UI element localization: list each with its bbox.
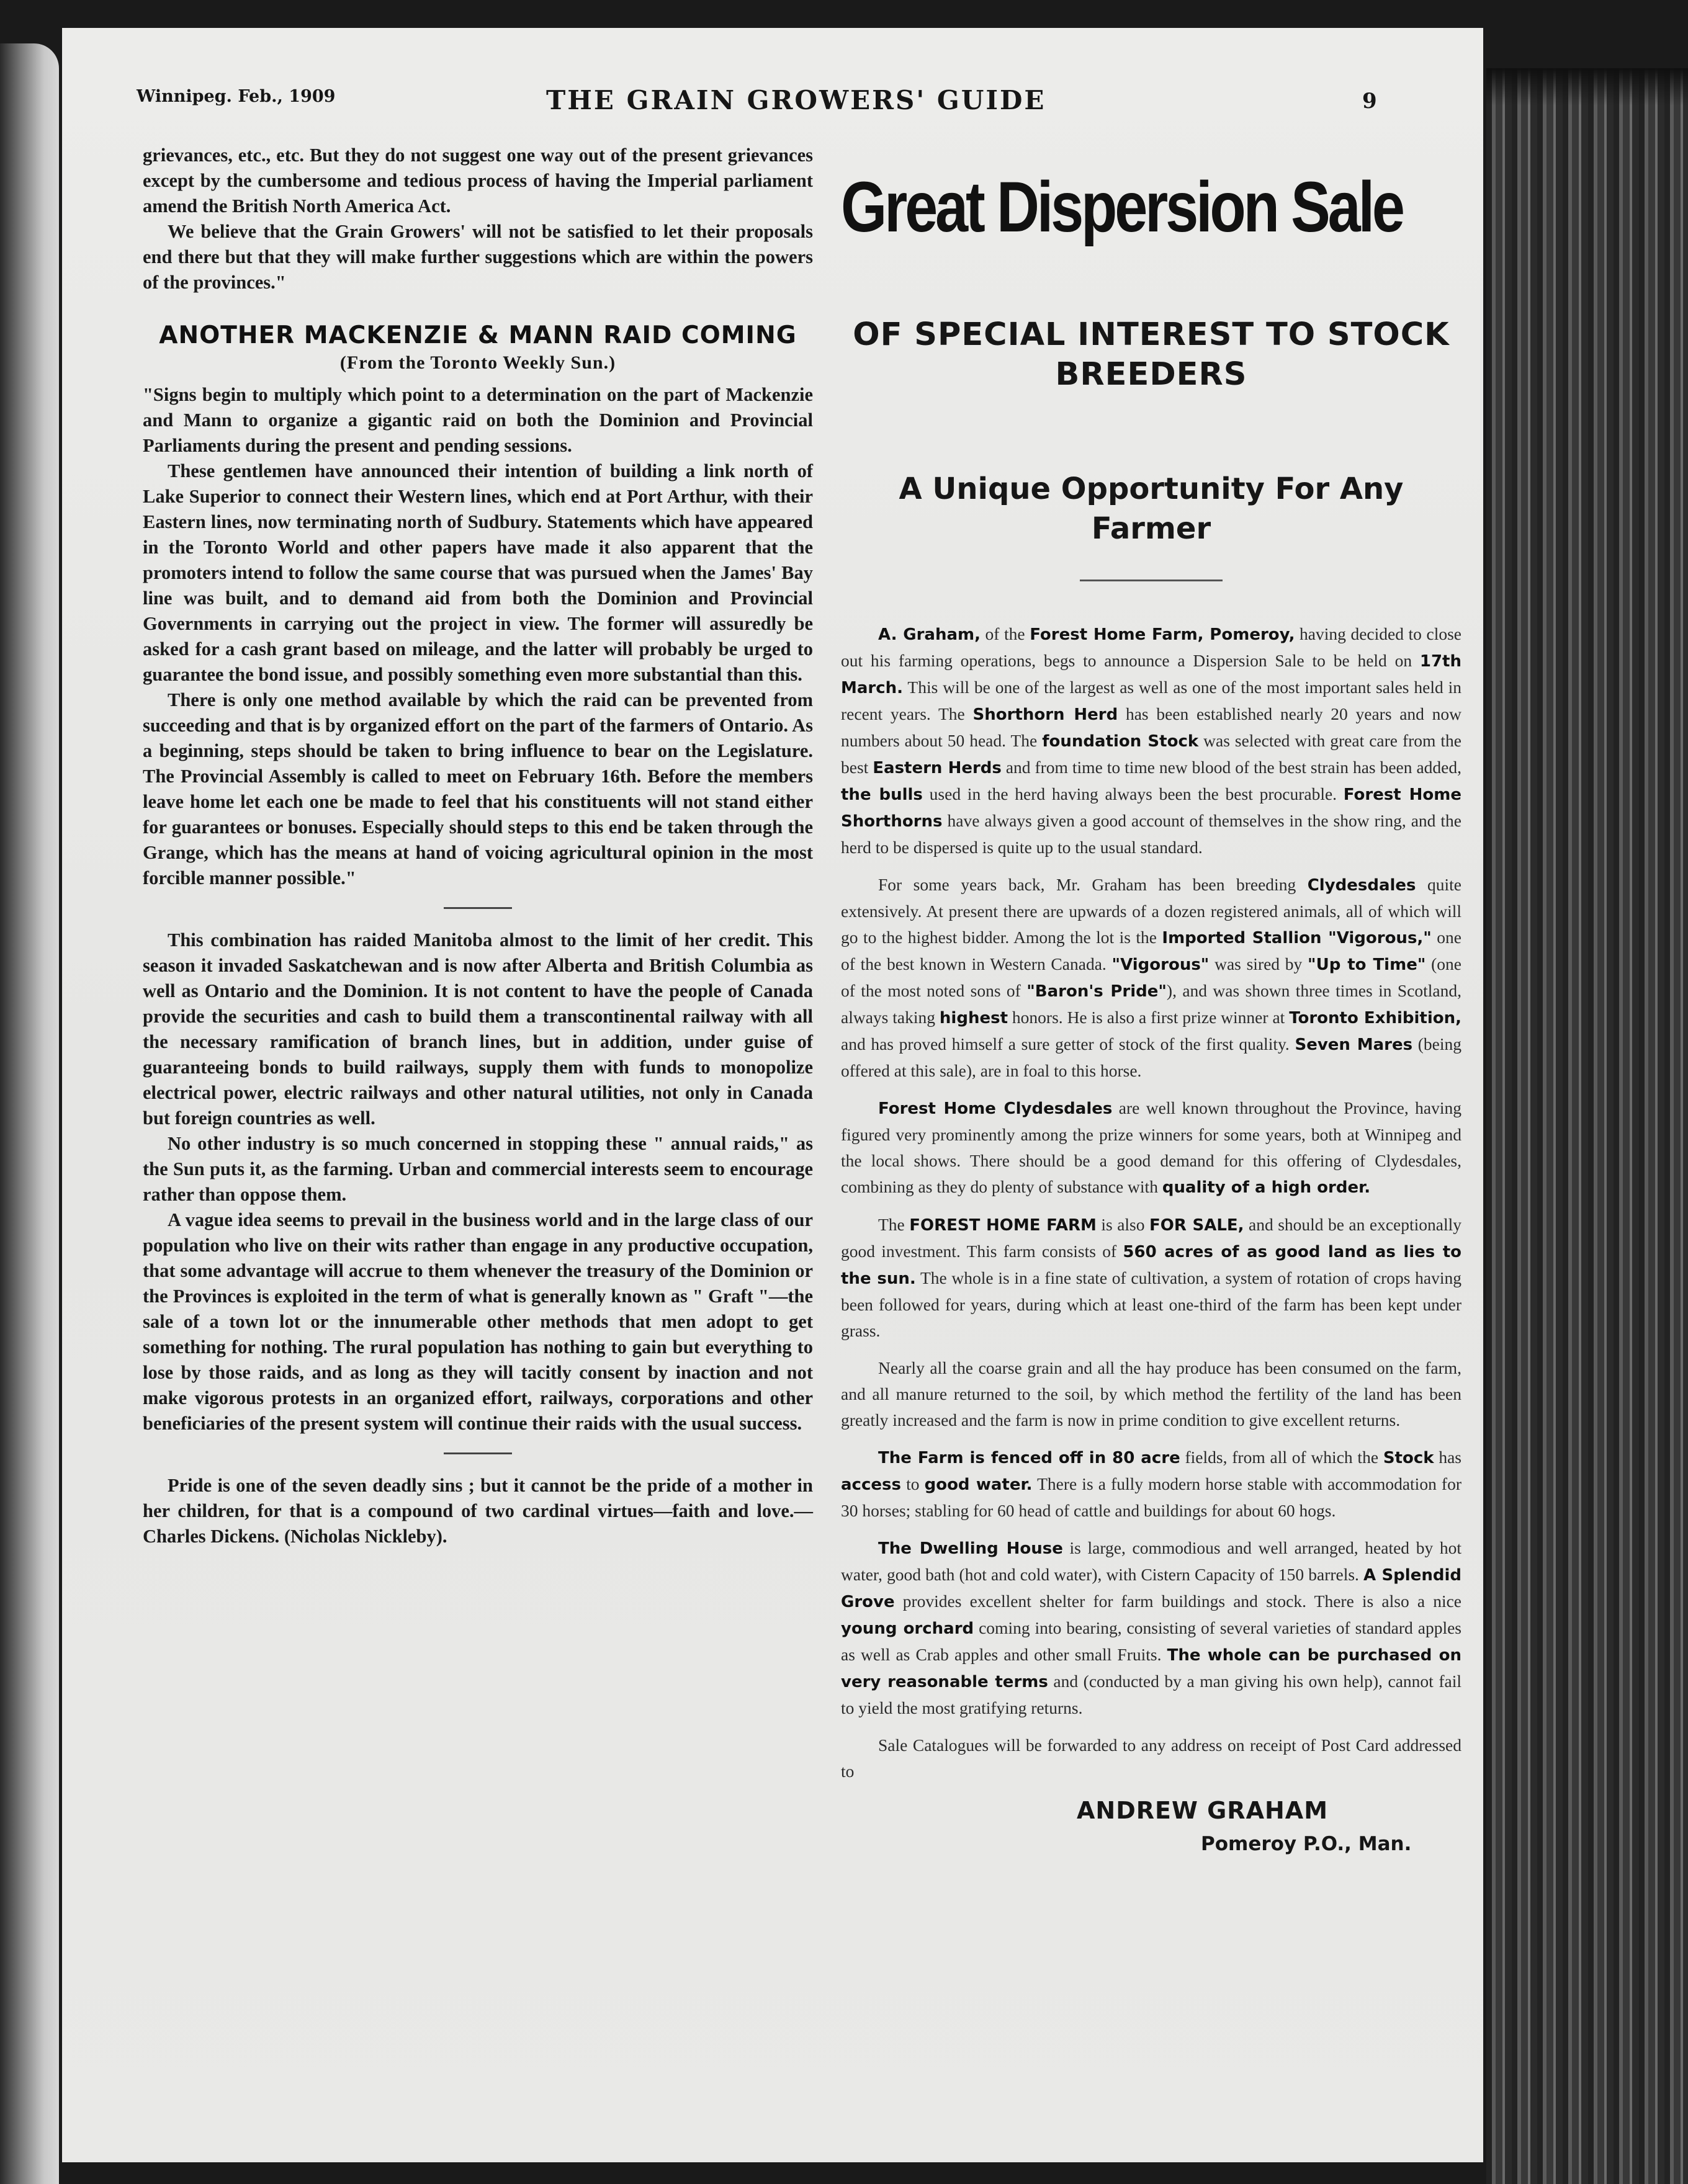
ad-text: provides excellent shelter for farm buildings and stock. There is also a nice	[894, 1591, 1461, 1611]
ad-emphasis: A Splendid Grove	[841, 1566, 1461, 1611]
ad-emphasis: good water.	[924, 1475, 1033, 1494]
ad-tagline: A Unique Opportunity For Any Farmer	[899, 472, 1404, 546]
ad-text: (one of the most noted sons of	[841, 954, 1461, 1000]
ad-text: and has proved himself a sure getter of stock of the first quality.	[841, 1034, 1295, 1054]
ad-text: of the	[980, 624, 1030, 643]
ad-headline: Great Dispersion Sale	[841, 168, 1403, 247]
ad-emphasis: Stock	[1383, 1449, 1434, 1467]
ad-emphasis: The whole can be purchased on very reasonable terms	[841, 1646, 1461, 1691]
ad-paragraph	[841, 1444, 1461, 1524]
ad-emphasis: Seven Mares	[1295, 1036, 1413, 1054]
ad-paragraph	[841, 872, 1461, 1084]
ad-text: was sired by	[1209, 954, 1308, 973]
ad-text: quite extensively. At present there are upwards of a dozen registered animals, all of which will go to the highest bidder. Among the lot is the	[841, 875, 1461, 947]
ad-text: (being offered at this sale), are in foal to this horse.	[841, 1034, 1461, 1080]
article-paragraph: There is only one method available by which the raid can be prevented from succeeding and that is by organized effort on the part of the farmers of Ontario. As a beginning, steps should be taken to bring influence to bear on the Legislature. The Provincial Assembly is called to meet on February 16th. Before the members leave home let each one be made to feel that his constituents will not stand either for guarantees or bonuses. Especially should steps to this end be taken through the Grange, which has the means at hand of voicing agricultural opinion in the most forcible manner possible."	[143, 689, 813, 888]
ad-text: was selected with great care from the best	[841, 731, 1461, 777]
intro-paragraph: grievances, etc., etc. But they do not suggest one way out of the present grievances except by the cumbersome and tedious process of having the Imperial parliament amend the British North America Act.	[143, 145, 813, 217]
ad-emphasis: Eastern Herds	[873, 759, 1002, 777]
left-column	[143, 143, 813, 1549]
ad-text: honors. He is also a first prize winner at	[1008, 1008, 1290, 1027]
ad-text: has	[1434, 1448, 1461, 1467]
ad-text: used in the herd having always been the best procurable.	[922, 784, 1344, 803]
ad-text: ), and was shown three times in Scotland, always taking	[841, 981, 1461, 1027]
ad-text: have always given a good account of themselves in the show ring, and the herd to be dispersed is quite up to the usual standard.	[841, 811, 1461, 857]
ad-text: coming into bearing, consisting of several varieties of standard apples as well as Crab apples and other small Fruits.	[841, 1618, 1461, 1664]
ad-emphasis: Forest Home Farm, Pomeroy,	[1030, 625, 1295, 644]
ad-text: one of the best known in Western Canada.	[841, 928, 1461, 973]
ad-emphasis: "Baron's Pride"	[1026, 982, 1167, 1001]
ad-text: are well known throughout the Province, having figured very prominently among the prize winners for some years, both at Winnipeg and the local shows. There should be a good demand for this offering of Clydesdales, combining as they do plenty of substance with	[841, 1098, 1461, 1196]
ad-emphasis: quality of a high order.	[1162, 1178, 1371, 1197]
ad-emphasis: A. Graham,	[878, 625, 981, 644]
article-paragraph: These gentlemen have announced their intention of building a link north of Lake Superior to connect their Western lines, which end at Port Arthur, with their Eastern lines, now terminating north of Sudbury. Statements which have appeared in the Toronto World and other papers have made it also apparent that the promoters intend to follow the same course that was pursued when the James' Bay line was built, and to demand aid from both the Dominion and Provincial Governments in carrying out the project in view. The former will assuredly be asked for a cash grant based on mileage, and the latter will probably be urged to guarantee the bond issue, and possibly something even more substantial than this.	[143, 460, 813, 685]
newspaper-title: THE GRAIN GROWERS' GUIDE	[546, 85, 1046, 115]
ad-paragraph	[841, 1095, 1461, 1201]
ad-text: and should be an exceptionally good investment. This farm consists of	[841, 1215, 1461, 1261]
ad-text: to	[900, 1474, 925, 1493]
ad-text: The	[878, 1215, 910, 1234]
ad-emphasis: FOREST HOME FARM	[909, 1216, 1097, 1235]
advertiser-address: Pomeroy P.O., Man.	[1201, 1833, 1412, 1855]
ad-paragraph	[841, 1212, 1461, 1344]
ad-emphasis: highest	[939, 1009, 1008, 1027]
dickens-quotation: Pride is one of the seven deadly sins ; but it cannot be the pride of a mother in her children, for that is a compound of two cardinal virtues—faith and love.—Charles Dickens. (Nicholas Nickleby).	[143, 1475, 813, 1547]
ad-emphasis: FOR SALE,	[1149, 1216, 1244, 1235]
ad-emphasis: access	[841, 1475, 901, 1494]
ad-text: Nearly all the coarse grain and all the hay produce has been consumed on the farm, and all manure returned to the soil, by which method the fertility of the land has been greatly increased and the farm is now in prime condition to give excellent returns.	[841, 1358, 1461, 1430]
binding-shadow	[1486, 68, 1688, 105]
ad-emphasis: Forest Home Clydesdales	[878, 1099, 1113, 1118]
section-divider	[444, 907, 512, 909]
ad-text: having decided to close out his farming operations, begs to announce a Dispersion Sale to be held on	[841, 624, 1462, 670]
advertiser-name: ANDREW GRAHAM	[1077, 1797, 1329, 1824]
ad-emphasis: 560 acres of as good land as lies to the sun.	[841, 1243, 1461, 1288]
commentary-paragraph: This combination has raided Manitoba almost to the limit of her credit. This season it invaded Saskatchewan and is now after Alberta and British Columbia as well as Ontario and the Dominion. It is not content to have the people of Canada provide the securities and cash to build them a transcontinental railway with all the necessary ramification of branch lines, but in addition, under guise of guaranteeing bonds to build railways, supply them with funds to monopolize electrical power, electric railways and other natural utilities, not only in Canada but foreign countries as well.	[143, 929, 813, 1129]
ad-emphasis: "Up to Time"	[1308, 956, 1426, 974]
ad-emphasis: Shorthorn Herd	[972, 705, 1118, 724]
ad-emphasis: 17th March.	[841, 652, 1461, 697]
article-source: (From the Toronto Weekly Sun.)	[339, 352, 616, 373]
ad-text: and from time to time new blood of the best strain has been added,	[1001, 758, 1461, 777]
ad-paragraph	[841, 1535, 1461, 1721]
page-number: 9	[1362, 89, 1377, 114]
ad-text: fields, from all of which the	[1180, 1448, 1383, 1467]
ad-text: The whole is in a fine state of cultivation, a system of rotation of crops having been followed for years, during which at least one-third of the farm has been kept under grass.	[841, 1268, 1461, 1340]
ad-emphasis: foundation Stock	[1042, 732, 1199, 751]
ad-text: is also	[1096, 1215, 1149, 1234]
ad-text: and (conducted by a man giving his own help), cannot fail to yield the most gratifying returns.	[841, 1672, 1461, 1717]
ad-text: has been established nearly 20 years and now numbers about 50 head. The	[841, 704, 1462, 750]
ad-emphasis: Toronto Exhibition,	[1289, 1009, 1461, 1027]
ad-paragraph	[841, 621, 1461, 861]
section-divider	[444, 1452, 512, 1454]
article-paragraph: "Signs begin to multiply which point to a determination on the part of Mackenzie and Mann to organize a gigantic raid on both the Dominion and Provincial Parliaments during the present and pending sessions.	[143, 384, 813, 456]
ad-text: For some years back, Mr. Graham has been breeding	[878, 875, 1308, 894]
ad-subheading: OF SPECIAL INTEREST TO STOCK BREEDERS	[853, 316, 1450, 393]
ad-text: Sale Catalogues will be forwarded to any address on receipt of Post Card addressed to	[841, 1735, 1461, 1781]
ad-emphasis: The Dwelling House	[878, 1539, 1063, 1558]
ad-text: is large, commodious and well arranged, heated by hot water, good bath (hot and cold water), with Cistern Capacity of 150 barrels.	[841, 1538, 1461, 1584]
ad-text: There is a fully modern horse stable with accommodation for 30 horses; stabling for 60 head of cattle and buildings for about 60 hogs.	[841, 1474, 1461, 1520]
adjacent-page-edge	[0, 43, 59, 2184]
ad-emphasis: the bulls	[841, 785, 923, 804]
ad-emphasis: Clydesdales	[1307, 876, 1416, 895]
ad-emphasis: Forest Home Shorthorns	[841, 785, 1461, 831]
ad-body	[841, 621, 1461, 1784]
commentary-paragraph: No other industry is so much concerned in stopping these " annual raids," as the Sun puts it, as the farming. Urban and commercial interests seem to encourage rather than oppose them.	[143, 1133, 813, 1205]
ad-paragraph	[841, 1355, 1461, 1433]
ad-emphasis: young orchard	[841, 1619, 974, 1638]
ad-emphasis: The Farm is fenced off in 80 acre	[878, 1449, 1180, 1467]
article-title: ANOTHER MACKENZIE & MANN RAID COMING	[159, 321, 797, 349]
commentary-paragraph: A vague idea seems to prevail in the business world and in the large class of our population who live on their wits rather than engage in any productive occupation, that some advantage will accrue to them whenever the treasury of the Dominion or the Provinces is exploited in the term of what is generally known as " Graft "—the sale of a town lot or the innumerable other methods that men adopt to get something for nothing. The rural population has nothing to gain but everything to lose by those raids, and as long as they will tacitly consent by inaction and not make vigorous protests in an organized effort, railways, corporations and other beneficiaries of the present system will continue their raids with the usual success.	[143, 1209, 813, 1434]
advertisement	[841, 168, 1461, 1855]
ad-divider	[1080, 580, 1223, 581]
book-binding	[1486, 68, 1688, 2184]
dateline: Winnipeg. Feb., 1909	[137, 87, 336, 106]
ad-paragraph	[841, 1732, 1461, 1784]
ad-emphasis: Imported Stallion "Vigorous,"	[1162, 929, 1432, 947]
ad-text: This will be one of the largest as well as one of the most important sales held in recent years. The	[841, 678, 1461, 723]
ad-emphasis: "Vigorous"	[1111, 956, 1210, 974]
newspaper-page	[62, 28, 1483, 2162]
intro-paragraph: We believe that the Grain Growers' will not be satisfied to let their proposals end there but that they will make further suggestions which are within the powers of the provinces."	[143, 221, 813, 293]
